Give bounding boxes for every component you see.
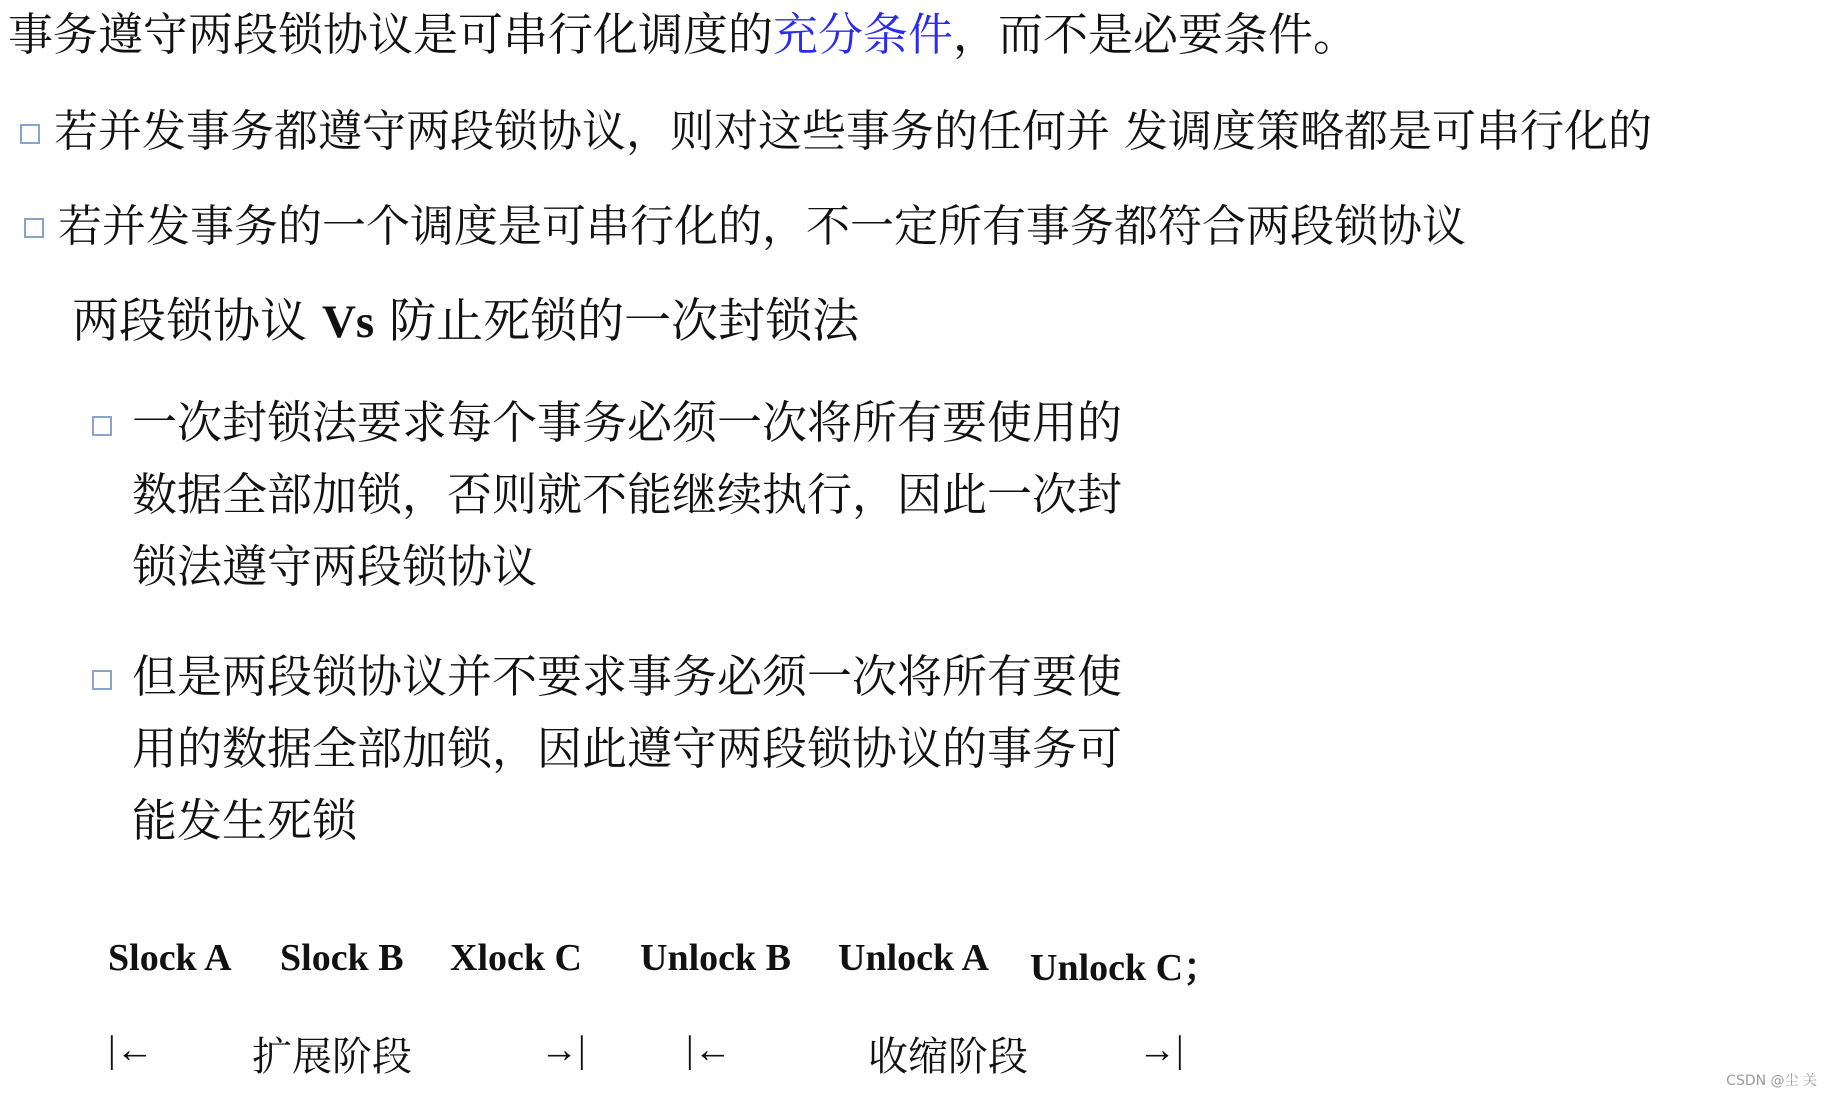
statement-line [8, 8, 1359, 61]
bullet-text: 若并发事务的一个调度是可串行化的，不一定所有事务都符合两段锁协议 [58, 201, 1466, 252]
operation-slock-b: Slock B [280, 937, 404, 979]
operation-unlock-a: Unlock A [838, 937, 989, 979]
square-bullet-icon [92, 416, 112, 436]
statement-tail: ，而不是必要条件。 [953, 8, 1359, 61]
shrink-end-arrow: →| [1138, 1029, 1184, 1071]
paragraph-line: 数据全部加锁，否则就不能继续执行，因此一次封 [132, 468, 1123, 521]
paragraph-line: 但是两段锁协议并不要求事务必须一次将所有要使 [132, 650, 1123, 703]
shrink-phase-label: 收缩阶段 [868, 1034, 1028, 1080]
paragraph-line: 一次封锁法要求每个事务必须一次将所有要使用的 [132, 396, 1123, 449]
square-bullet-icon [20, 124, 40, 144]
operation-unlock-b: Unlock B [640, 937, 791, 979]
bullet-text: 若并发事务都遵守两段锁协议，则对这些事务的任何并 发调度策略都是可串行化的 [54, 106, 1652, 157]
heading-vs: Vs [321, 296, 375, 348]
watermark: CSDN @尘 关 [1726, 1073, 1817, 1089]
expand-start-arrow: |← [108, 1029, 154, 1071]
heading-part1: 两段锁协议 [72, 294, 322, 349]
square-bullet-icon [92, 670, 112, 690]
shrink-start-arrow: |← [686, 1029, 732, 1071]
statement-text: 事务遵守两段锁协议是可串行化调度的 [8, 8, 774, 61]
highlighted-term: 充分条件 [773, 8, 954, 61]
section-heading [72, 294, 860, 349]
operation-xlock-c: Xlock C [450, 937, 582, 979]
paragraph-line: 能发生死锁 [132, 794, 358, 847]
operation-unlock-c: Unlock C； [1030, 947, 1222, 989]
expand-end-arrow: →| [540, 1029, 586, 1071]
heading-part2: 防止死锁的一次封锁法 [374, 294, 860, 349]
paragraph-line: 用的数据全部加锁，因此遵守两段锁协议的事务可 [132, 722, 1123, 775]
paragraph-line: 锁法遵守两段锁协议 [132, 540, 538, 593]
operation-slock-a: Slock A [108, 937, 232, 979]
expand-phase-label: 扩展阶段 [252, 1034, 412, 1080]
square-bullet-icon [24, 218, 44, 238]
